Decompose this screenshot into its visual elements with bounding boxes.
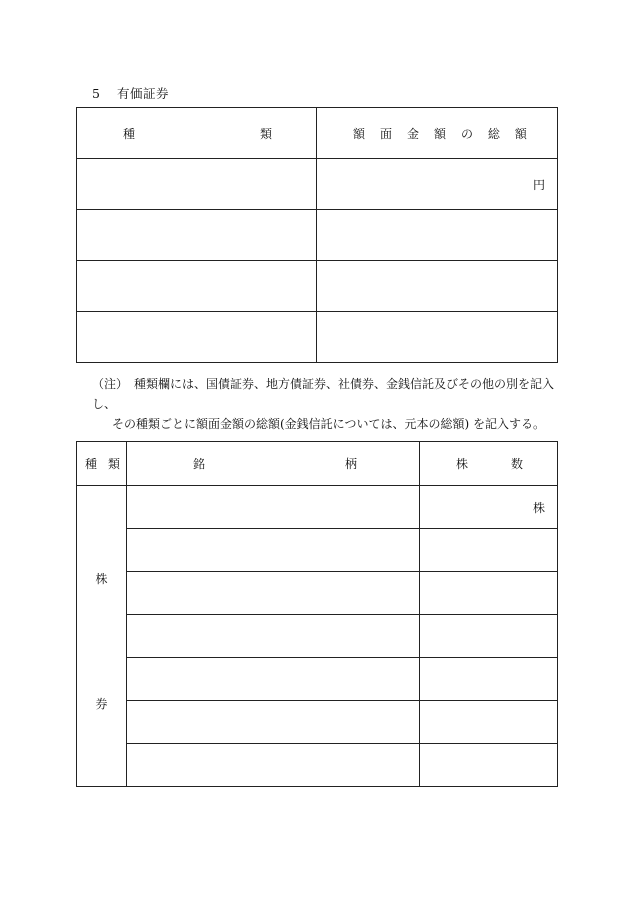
header-total-char: の <box>460 126 473 141</box>
table-row <box>77 615 558 658</box>
kind-input-cell[interactable] <box>77 210 317 261</box>
header-total-char: 額 <box>433 126 446 141</box>
header-kind-char: 類 <box>107 457 120 471</box>
header-shares <box>420 442 558 486</box>
note-line-1: （注） 種類欄には、国債証券、地方債証券、社債券、金銭信託及びその他の別を記入し、 <box>92 377 555 411</box>
total-input-cell[interactable] <box>317 210 558 261</box>
shares-input-cell[interactable] <box>420 615 558 658</box>
header-total-char: 額 <box>353 126 366 141</box>
table-row <box>77 572 558 615</box>
brand-input-cell[interactable] <box>127 615 420 658</box>
brand-input-cell[interactable] <box>127 572 420 615</box>
header-shares-char: 株 <box>456 457 469 471</box>
table-row <box>77 210 558 261</box>
header-brand <box>127 442 420 486</box>
shares-input-cell[interactable] <box>420 701 558 744</box>
header-total-char: 額 <box>514 126 527 141</box>
stock-table <box>76 441 558 787</box>
shares-unit: 株 <box>532 500 545 515</box>
header-face-value-total <box>317 108 558 159</box>
header-total-char: 総 <box>487 126 500 141</box>
header-brand-char: 銘 <box>193 457 206 471</box>
header-kind <box>77 442 127 486</box>
header-kind <box>77 108 317 159</box>
table-header-row <box>77 442 558 486</box>
note-line-2: その種類ごとに額面金額の総額(金銭信託については、元本の総額) を記入する。 <box>112 417 545 431</box>
brand-input-cell[interactable] <box>127 529 420 572</box>
note-text <box>92 374 562 434</box>
brand-input-cell[interactable] <box>127 486 420 529</box>
yen-unit: 円 <box>532 177 545 192</box>
table-row <box>77 658 558 701</box>
section-heading <box>92 84 169 102</box>
header-shares-char: 数 <box>510 457 523 471</box>
shares-input-cell[interactable] <box>420 744 558 787</box>
shares-input-cell[interactable] <box>420 572 558 615</box>
stock-kind-char: 券 <box>95 697 108 711</box>
table-row <box>77 261 558 312</box>
header-kind-char: 種 <box>85 457 98 471</box>
brand-input-cell[interactable] <box>127 658 420 701</box>
shares-input-cell[interactable] <box>420 486 558 529</box>
header-brand-char: 柄 <box>344 457 357 471</box>
shares-input-cell[interactable] <box>420 658 558 701</box>
section-title: 有価証券 <box>116 86 169 101</box>
table-row <box>77 744 558 787</box>
table-row <box>77 701 558 744</box>
header-total-char: 金 <box>406 126 419 141</box>
table-header-row <box>77 108 558 159</box>
total-input-cell[interactable] <box>317 261 558 312</box>
table-row <box>77 486 558 529</box>
kind-input-cell[interactable] <box>77 312 317 363</box>
total-input-cell[interactable] <box>317 312 558 363</box>
securities-total-table <box>76 107 558 363</box>
header-kind-char: 類 <box>259 126 272 141</box>
header-kind-char: 種 <box>123 126 136 141</box>
brand-input-cell[interactable] <box>127 744 420 787</box>
stock-kind-cell <box>77 486 127 787</box>
shares-input-cell[interactable] <box>420 529 558 572</box>
section-number: 5 <box>92 86 101 101</box>
header-total-char: 面 <box>379 126 392 141</box>
kind-input-cell[interactable] <box>77 261 317 312</box>
stock-kind-char: 株 <box>95 572 108 586</box>
table-row <box>77 529 558 572</box>
kind-input-cell[interactable] <box>77 159 317 210</box>
table-row <box>77 312 558 363</box>
table-row <box>77 159 558 210</box>
brand-input-cell[interactable] <box>127 701 420 744</box>
total-input-cell[interactable] <box>317 159 558 210</box>
